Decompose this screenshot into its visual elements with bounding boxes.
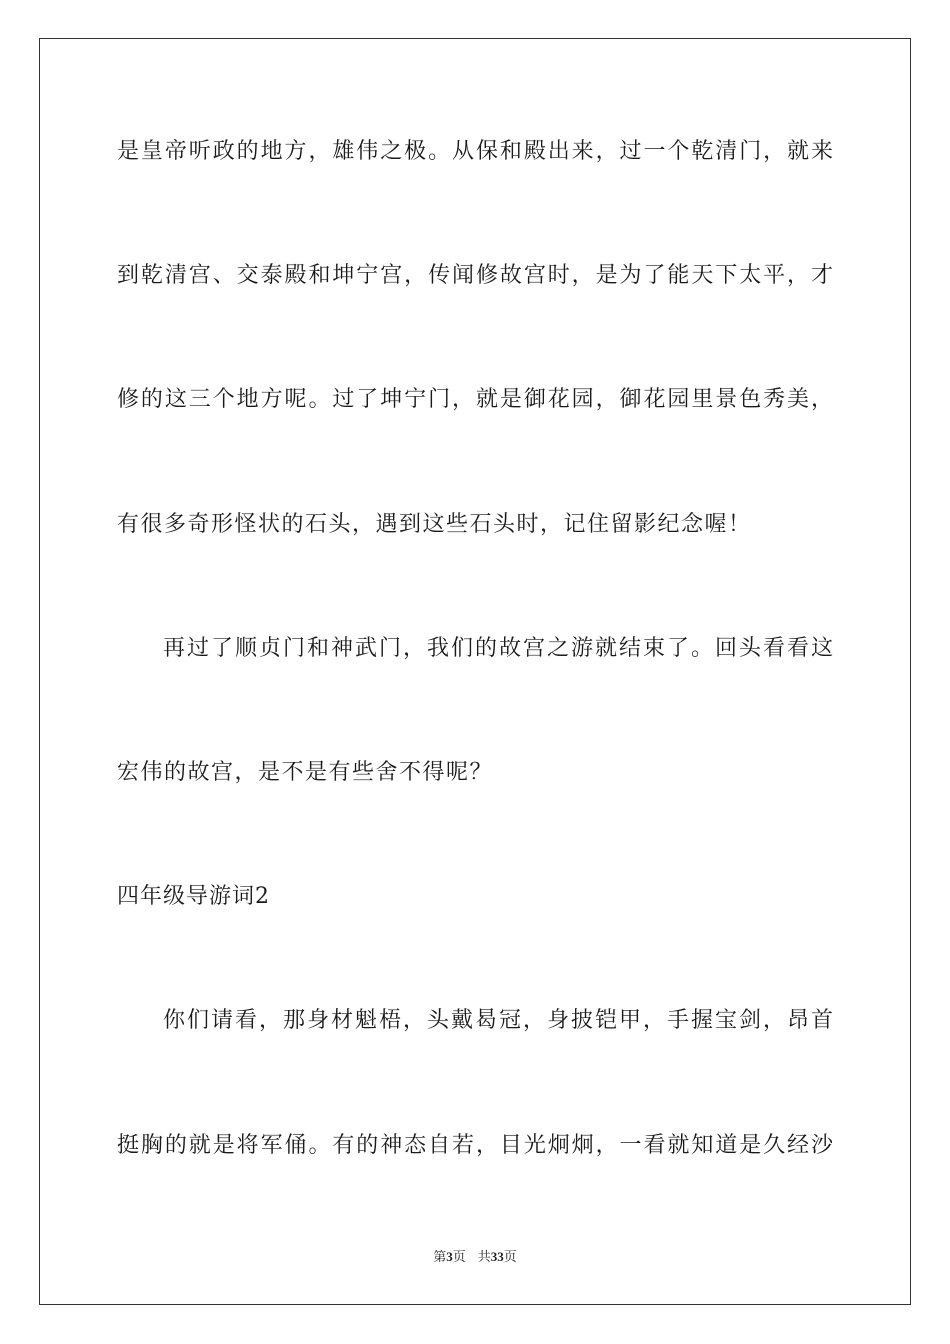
page-border — [39, 38, 911, 1305]
body-text-line: 宏伟的故宫，是不是有些舍不得呢？ — [117, 760, 494, 785]
paragraph-first-line: 再过了顺贞门和神武门，我们的故宫之游就结束了。回头看看这 — [163, 636, 833, 661]
body-text-line: 是皇帝听政的地方，雄伟之极。从保和殿出来，过一个乾清门，就来 — [117, 139, 833, 164]
total-pages-number: 33 — [490, 1249, 504, 1264]
body-text-line: 挺胸的就是将军俑。有的神态自若，目光炯炯，一看就知道是久经沙 — [117, 1133, 833, 1158]
body-text-line: 有很多奇形怪状的石头，遇到这些石头时，记住留影纪念喔！ — [117, 512, 752, 537]
footer-total-suffix: 页 — [503, 1250, 517, 1265]
section-heading: 四年级导游词2 — [117, 884, 270, 909]
paragraph-first-line: 你们请看，那身材魁梧，头戴曷冠，身披铠甲，手握宝剑，昂首 — [163, 1008, 833, 1033]
body-text-line: 修的这三个地方呢。过了坤宁门，就是御花园，御花园里景色秀美， — [117, 387, 833, 412]
current-page-number: 3 — [446, 1249, 453, 1264]
page-footer — [0, 1248, 950, 1267]
footer-prefix: 第 — [433, 1250, 447, 1265]
body-text-line: 到乾清宫、交泰殿和坤宁宫，传闻修故宫时，是为了能天下太平，才 — [117, 263, 833, 288]
footer-total-prefix: 共 — [477, 1250, 491, 1265]
footer-page-suffix: 页 — [452, 1250, 466, 1265]
